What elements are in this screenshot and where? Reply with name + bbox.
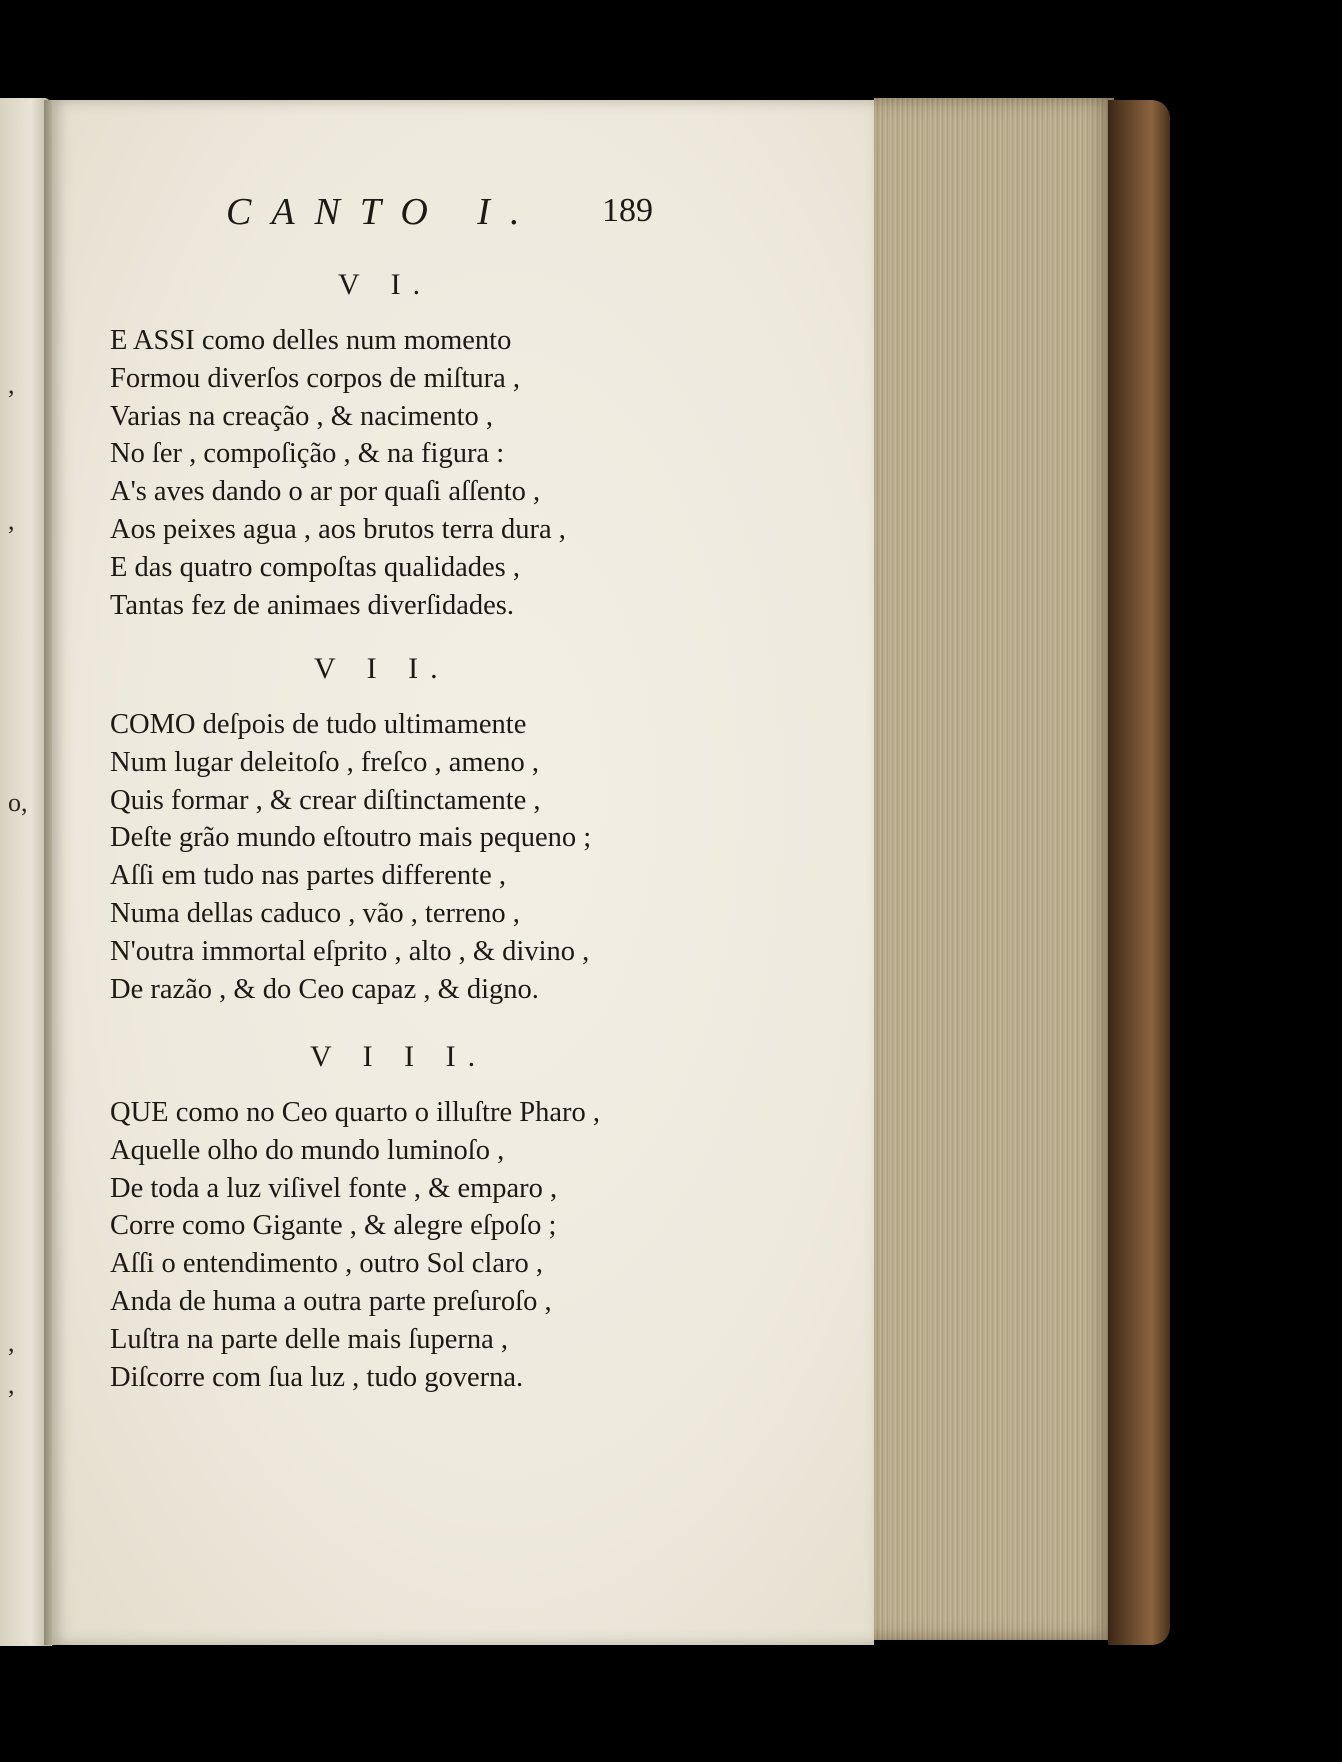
verse-line: Formou diverſos corpos de miſtura , bbox=[110, 362, 521, 394]
verse-line: Luſtra na parte delle mais ſuperna , bbox=[110, 1323, 509, 1355]
running-head: CANTO I. bbox=[226, 191, 540, 233]
stanza-verse bbox=[110, 1094, 670, 1396]
verse-line: Tantas fez de animaes diverſidades. bbox=[110, 589, 514, 621]
verse-line: Aſſi em tudo nas partes differente , bbox=[110, 860, 506, 892]
page-header bbox=[0, 190, 1342, 233]
stanza-number: V I I I. bbox=[310, 1040, 488, 1073]
left-page-edge-mark: , bbox=[8, 506, 15, 535]
page-block-edges bbox=[874, 98, 1114, 1640]
verse-line: Aſſi o entendimento , outro Sol claro , bbox=[110, 1248, 543, 1280]
stanza-number: V I. bbox=[338, 268, 433, 301]
stanza-verse bbox=[110, 706, 670, 1008]
verse-line: De toda a luz viſivel fonte , & emparo , bbox=[110, 1172, 558, 1204]
verse-line: Diſcorre com ſua luz , tudo governa. bbox=[110, 1361, 524, 1393]
verse-line: E ASSI como delles num momento bbox=[110, 325, 512, 356]
verse-line: Quis formar , & crear diſtinctamente , bbox=[110, 784, 541, 816]
left-page-edge-mark: , bbox=[8, 370, 15, 399]
verse-line: Deſte grão mundo eſtoutro mais pequeno ; bbox=[110, 822, 592, 854]
book-cover bbox=[1108, 100, 1170, 1645]
verse-line: Num lugar deleitoſo , freſco , ameno , bbox=[110, 746, 539, 778]
left-page-edge-mark: , bbox=[8, 1328, 15, 1357]
verse-line: A's aves dando o ar por quaſi aſſento , bbox=[110, 476, 541, 508]
verse-line: Numa dellas caduco , vão , terreno , bbox=[110, 897, 520, 929]
stanza-number: V I I. bbox=[314, 652, 450, 685]
verse-line: N'outra immortal eſprito , alto , & divino , bbox=[110, 935, 590, 967]
page-number: 189 bbox=[602, 192, 653, 229]
verse-line: Corre como Gigante , & alegre eſpoſo ; bbox=[110, 1210, 557, 1242]
verse-line: Anda de huma a outra parte preſuroſo , bbox=[110, 1285, 552, 1317]
verse-line: De razão , & do Ceo capaz , & digno. bbox=[110, 973, 539, 1005]
verse-line: QUE como no Ceo quarto o illuſtre Pharo , bbox=[110, 1097, 600, 1128]
left-page-edge-mark: , bbox=[8, 1370, 15, 1399]
verse-line: Varias na creação , & nacimento , bbox=[110, 400, 493, 432]
verse-line: COMO deſpois de tudo ultimamente bbox=[110, 709, 527, 740]
verse-line: No ſer , compoſição , & na figura : bbox=[110, 438, 505, 470]
left-page-edge-mark: o, bbox=[8, 788, 28, 817]
stanza-verse bbox=[110, 322, 670, 624]
verse-line: E das quatro compoſtas qualidades , bbox=[110, 551, 520, 583]
verse-line: Aos peixes agua , aos brutos terra dura , bbox=[110, 513, 566, 545]
verse-line: Aquelle olho do mundo luminoſo , bbox=[110, 1134, 505, 1166]
